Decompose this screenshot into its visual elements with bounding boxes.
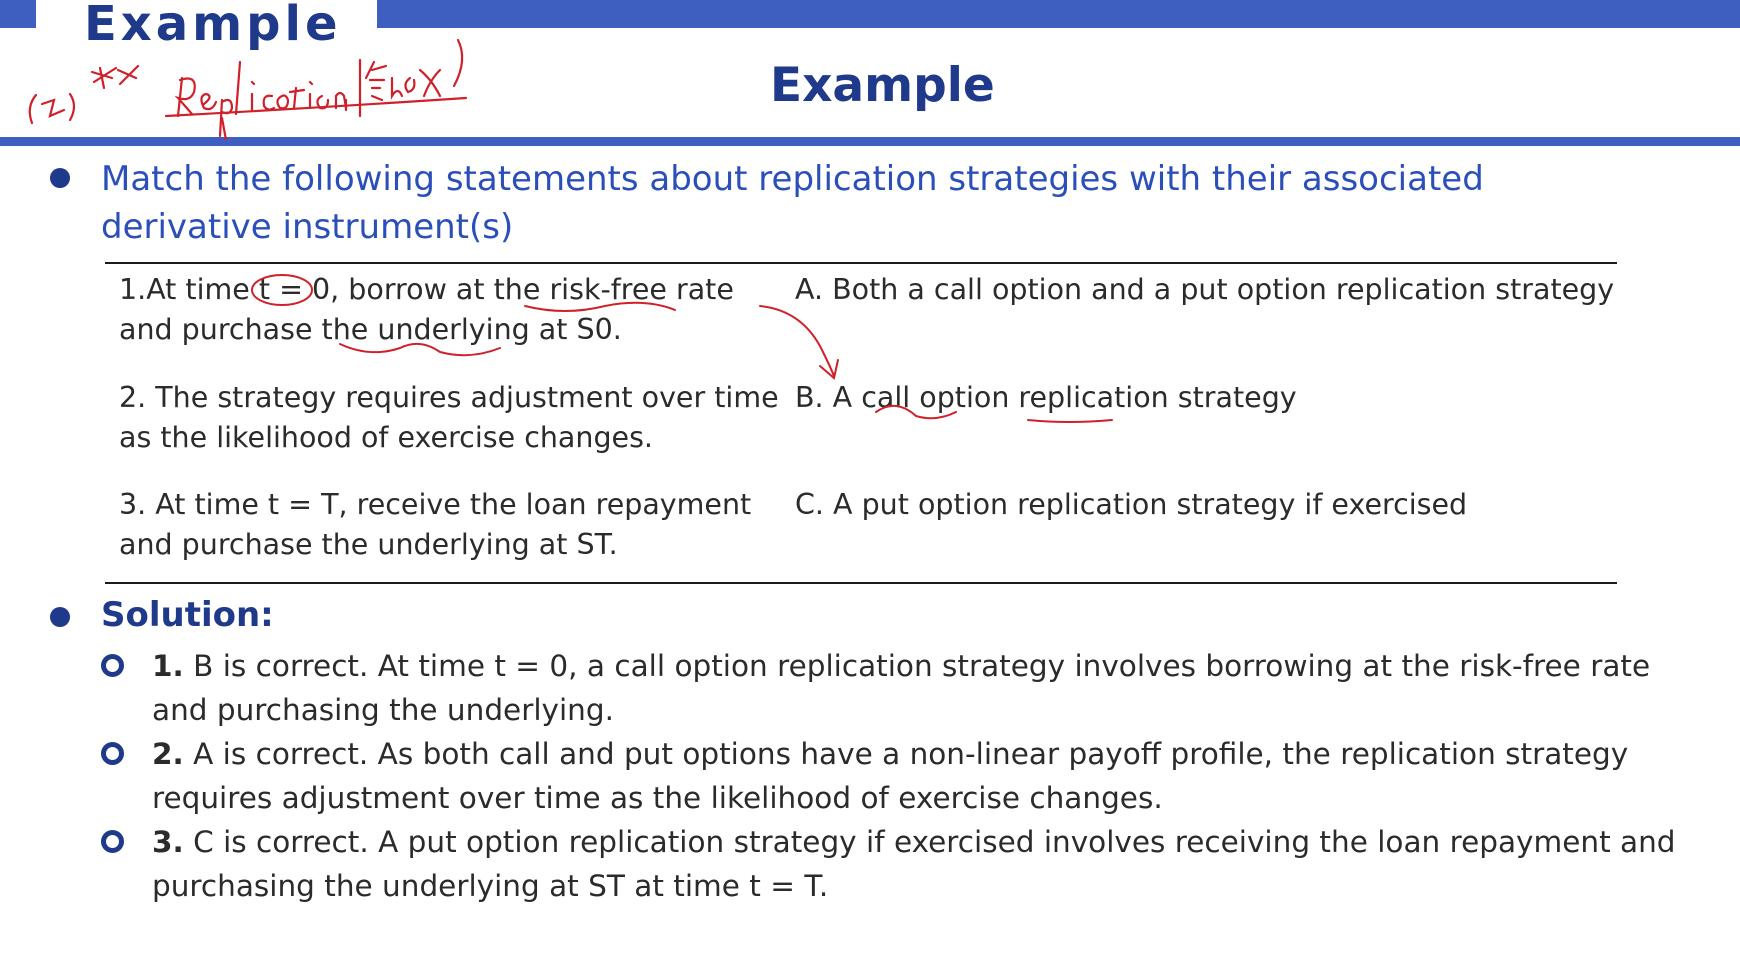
solution-item-3 bbox=[152, 820, 1712, 908]
solution-item-1 bbox=[152, 644, 1712, 732]
corner-title: Example bbox=[84, 0, 342, 52]
solution-item-number: 3. bbox=[152, 825, 184, 859]
page-title: Example bbox=[770, 58, 995, 113]
solution-bullet-2 bbox=[101, 742, 124, 765]
solution-item-text: C is correct. A put option replication strategy if exercised involves receiving the loan repayment and purchasing the underlying at ST at time t = T. bbox=[152, 825, 1676, 903]
solution-item-text: B is correct. At time t = 0, a call option replication strategy involves borrowing at the risk-free rate and purchasing the underlying. bbox=[152, 649, 1651, 727]
solution-bullet-3 bbox=[101, 830, 124, 853]
solution-heading: Solution: bbox=[101, 595, 274, 635]
statement-2: 2. The strategy requires adjustment over time as the likelihood of exercise changes. bbox=[119, 381, 779, 454]
intro-text: Match the following statements about replication strategies with their associated derivative instrument(s) bbox=[101, 159, 1484, 247]
statement-3: 3. At time t = T, receive the loan repayment and purchase the underlying at ST. bbox=[119, 488, 752, 561]
solution-item-2 bbox=[152, 732, 1712, 820]
solution-item-text: A is correct. As both call and put options have a non-linear payoff profile, the replication strategy requires adjustment over time as the likelihood of exercise changes. bbox=[152, 737, 1629, 815]
solution-item-number: 2. bbox=[152, 737, 184, 771]
option-a: A. Both a call option and a put option replication strategy bbox=[795, 273, 1615, 306]
solution-bullet-1 bbox=[101, 654, 124, 677]
option-c: C. A put option replication strategy if exercised bbox=[795, 488, 1468, 521]
solution-item-number: 1. bbox=[152, 649, 184, 683]
solution-bullet bbox=[50, 607, 70, 627]
option-b: B. A call option replication strategy bbox=[795, 381, 1297, 414]
statement-1: 1.At time t = 0, borrow at the risk-free rate and purchase the underlying at S0. bbox=[119, 273, 734, 346]
